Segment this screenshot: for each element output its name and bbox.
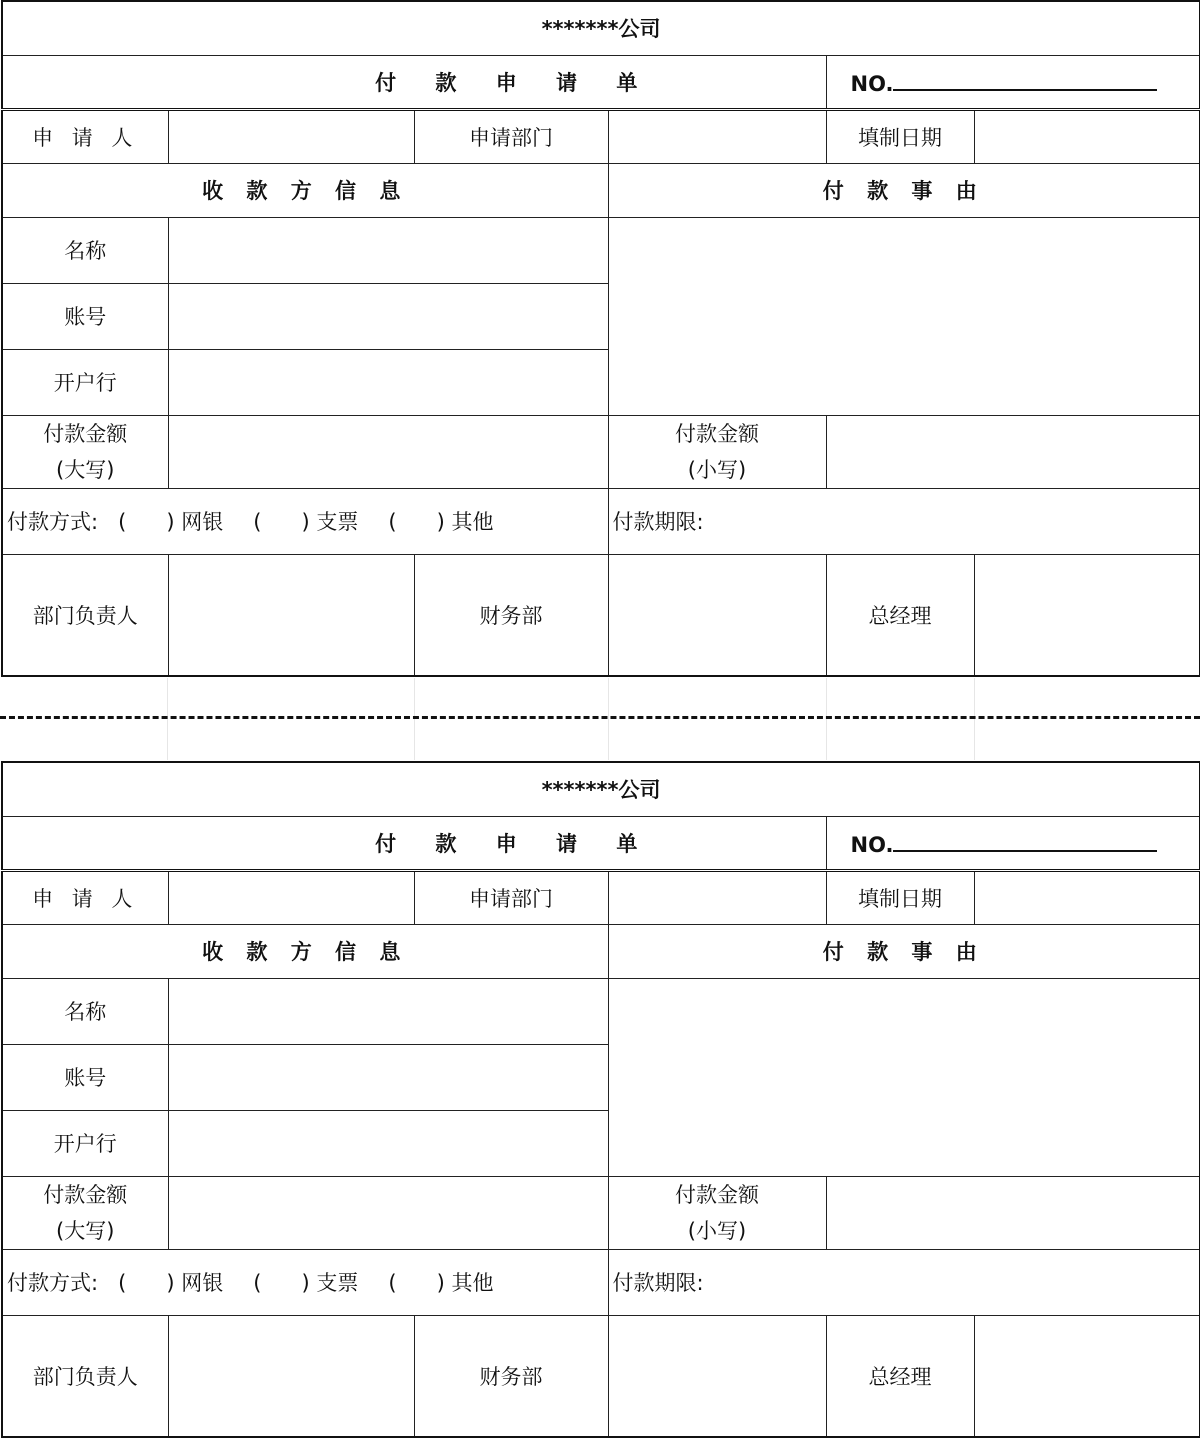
- amount-lower-field[interactable]: [826, 1176, 1200, 1249]
- department-field[interactable]: [608, 109, 826, 163]
- payment-method-other-label: 其他: [451, 1271, 494, 1295]
- grid-line: [608, 678, 609, 760]
- date-label: 填制日期: [826, 870, 974, 924]
- payee-account-label: 账号: [2, 283, 168, 349]
- amount-lower-label-line2: (小写): [687, 457, 747, 482]
- date-label: 填制日期: [826, 109, 974, 163]
- payment-method-cheque-label: 支票: [316, 510, 359, 534]
- payment-request-table: [1, 761, 1200, 1438]
- payment-method-online-checkbox[interactable]: ( ): [104, 1271, 182, 1295]
- payment-method-online-label: 网银: [181, 510, 224, 534]
- gm-signature[interactable]: [974, 554, 1200, 676]
- payment-method-label: 付款方式:: [7, 1271, 99, 1295]
- finance-label: 财务部: [414, 1315, 608, 1437]
- form-number[interactable]: [826, 55, 1200, 109]
- payment-request-form-1: [0, 0, 1200, 677]
- payee-section-heading: 收 款 方 信 息: [2, 163, 608, 217]
- payee-bank-label: 开户行: [2, 349, 168, 415]
- payee-account-label: 账号: [2, 1044, 168, 1110]
- department-label: 申请部门: [414, 870, 608, 924]
- payment-method-cheque-checkbox[interactable]: ( ): [239, 510, 317, 534]
- amount-upper-label: [2, 1176, 168, 1249]
- amount-upper-field[interactable]: [168, 1176, 608, 1249]
- payment-method-other-checkbox[interactable]: ( ): [375, 510, 452, 534]
- payee-bank-field[interactable]: [168, 349, 608, 415]
- grid-line: [414, 678, 415, 760]
- payee-bank-field[interactable]: [168, 1110, 608, 1176]
- finance-signature[interactable]: [608, 1315, 826, 1437]
- amount-lower-label: [608, 415, 826, 488]
- payment-method-online-checkbox[interactable]: ( ): [104, 510, 182, 534]
- amount-lower-label-line1: 付款金额: [675, 421, 759, 446]
- amount-upper-label: [2, 415, 168, 488]
- amount-lower-field[interactable]: [826, 415, 1200, 488]
- form-number-blank[interactable]: [893, 828, 1157, 852]
- gm-label: 总经理: [826, 554, 974, 676]
- amount-lower-label-line2: (小写): [687, 1218, 747, 1243]
- payment-method-label: 付款方式:: [7, 510, 99, 534]
- payee-name-field[interactable]: [168, 217, 608, 283]
- reason-section-heading: 付 款 事 由: [608, 163, 1200, 217]
- gm-signature[interactable]: [974, 1315, 1200, 1437]
- amount-upper-label-line2: (大写): [56, 1218, 115, 1243]
- payment-method-other-label: 其他: [451, 510, 494, 534]
- finance-label: 财务部: [414, 554, 608, 676]
- payee-name-label: 名称: [2, 978, 168, 1044]
- payment-method-other-checkbox[interactable]: ( ): [375, 1271, 452, 1295]
- amount-upper-label-line1: 付款金额: [43, 421, 128, 446]
- grid-line: [167, 678, 168, 760]
- grid-line: [826, 678, 827, 760]
- applicant-label: 申 请 人: [2, 870, 168, 924]
- form-number[interactable]: [826, 816, 1200, 870]
- date-field[interactable]: [974, 109, 1200, 163]
- amount-lower-label-line1: 付款金额: [675, 1182, 759, 1207]
- form-number-blank[interactable]: [893, 67, 1157, 91]
- payee-name-field[interactable]: [168, 978, 608, 1044]
- amount-lower-label: [608, 1176, 826, 1249]
- date-field[interactable]: [974, 870, 1200, 924]
- payee-name-label: 名称: [2, 217, 168, 283]
- payment-deadline-field[interactable]: [608, 488, 1200, 554]
- department-label: 申请部门: [414, 109, 608, 163]
- cut-line-band: [0, 678, 1200, 760]
- payment-deadline-label: 付款期限:: [612, 1271, 704, 1295]
- form-number-label: NO.: [850, 833, 894, 857]
- payment-request-table: [1, 0, 1200, 677]
- form-number-label: NO.: [850, 72, 894, 96]
- amount-upper-label-line2: (大写): [56, 457, 115, 482]
- payee-bank-label: 开户行: [2, 1110, 168, 1176]
- payment-method-row: [2, 488, 608, 554]
- form-title: 付 款 申 请 单: [2, 816, 826, 870]
- form-title: 付 款 申 请 单: [2, 55, 826, 109]
- department-field[interactable]: [608, 870, 826, 924]
- finance-signature[interactable]: [608, 554, 826, 676]
- payment-deadline-label: 付款期限:: [612, 510, 704, 534]
- applicant-field[interactable]: [168, 109, 414, 163]
- dept-head-signature[interactable]: [168, 1315, 414, 1437]
- gm-label: 总经理: [826, 1315, 974, 1437]
- payment-deadline-field[interactable]: [608, 1249, 1200, 1315]
- payment-method-cheque-checkbox[interactable]: ( ): [239, 1271, 317, 1295]
- dept-head-label: 部门负责人: [2, 554, 168, 676]
- payment-request-form-2: [0, 761, 1200, 1438]
- payee-account-field[interactable]: [168, 283, 608, 349]
- reason-section-heading: 付 款 事 由: [608, 924, 1200, 978]
- payment-method-online-label: 网银: [181, 1271, 224, 1295]
- dept-head-label: 部门负责人: [2, 1315, 168, 1437]
- applicant-field[interactable]: [168, 870, 414, 924]
- payee-section-heading: 收 款 方 信 息: [2, 924, 608, 978]
- dashed-cut-line: [0, 716, 1200, 719]
- company-name: *******公司: [2, 762, 1200, 816]
- company-name: *******公司: [2, 1, 1200, 55]
- payment-method-row: [2, 1249, 608, 1315]
- amount-upper-field[interactable]: [168, 415, 608, 488]
- grid-line: [974, 678, 975, 760]
- applicant-label: 申 请 人: [2, 109, 168, 163]
- dept-head-signature[interactable]: [168, 554, 414, 676]
- amount-upper-label-line1: 付款金额: [43, 1182, 128, 1207]
- payment-reason-field[interactable]: [608, 217, 1200, 415]
- payee-account-field[interactable]: [168, 1044, 608, 1110]
- payment-method-cheque-label: 支票: [316, 1271, 359, 1295]
- payment-reason-field[interactable]: [608, 978, 1200, 1176]
